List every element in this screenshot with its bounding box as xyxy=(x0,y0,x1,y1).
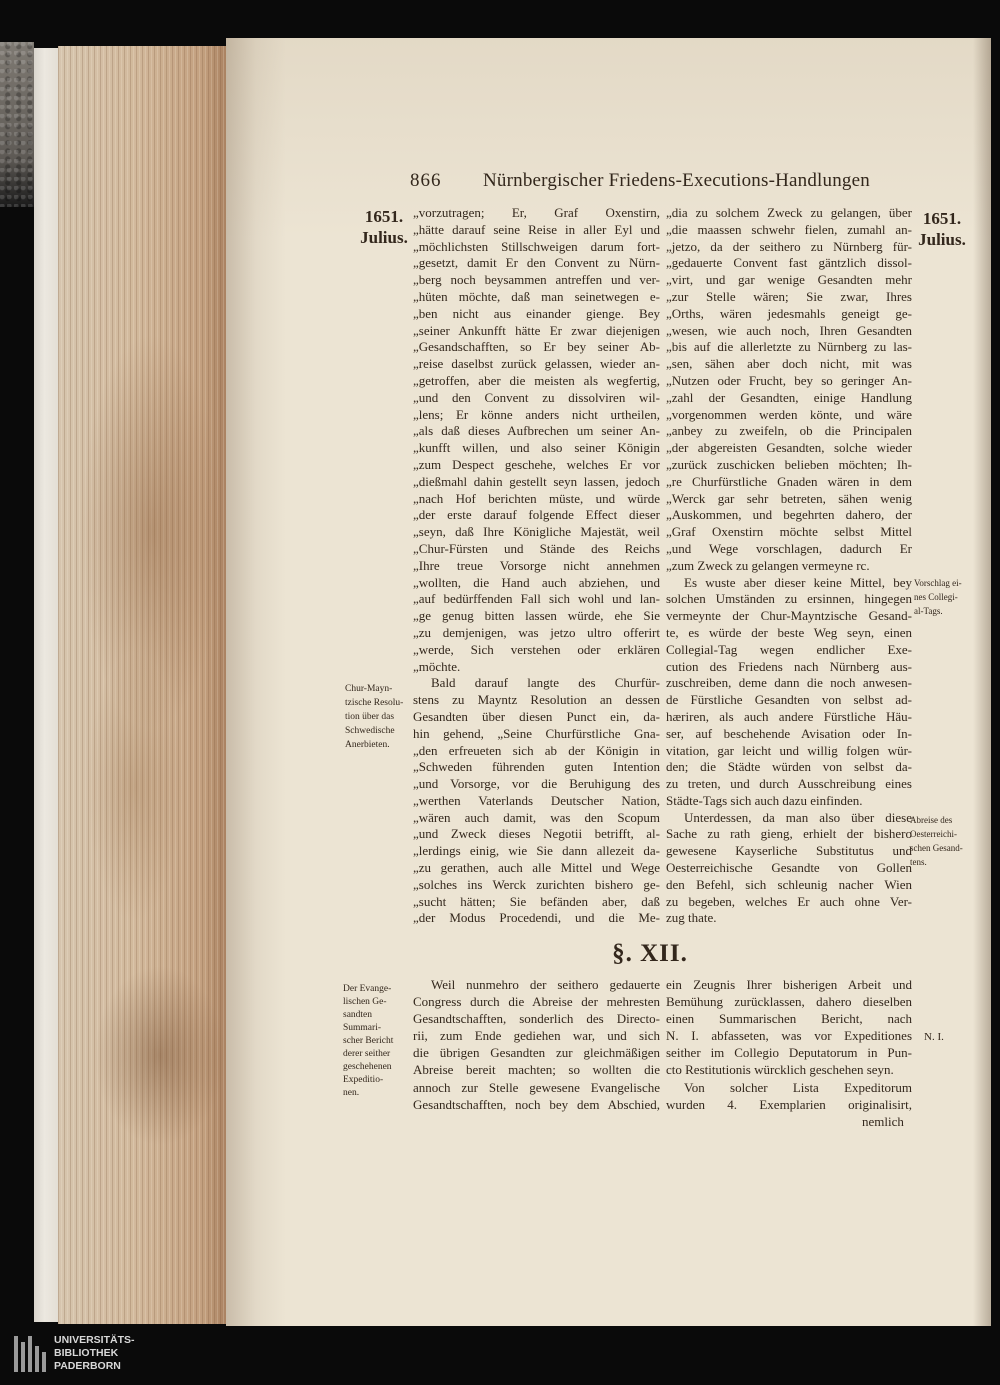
text-line: „werde, Sich verstehen oder erklären xyxy=(413,641,660,657)
text-line: „sen, sähen aber doch nicht, mit was xyxy=(666,356,912,372)
text-line: „und Zweck dieses Negotii betrifft, al- xyxy=(413,826,660,842)
text-line: wurden 4. Exemplarien originalisirt, xyxy=(666,1096,912,1112)
book-binding xyxy=(0,42,34,207)
text-line: „Graf Oxenstirn möchte selbst Mittel xyxy=(666,524,912,540)
text-line: „auf bedürffenden Fall sich wohl und lan- xyxy=(413,591,660,607)
text-line: „vorzutragen; Er, Graf Oxenstirn, xyxy=(413,205,660,220)
text-line: „die maassen schwehr fielen, zumahl an- xyxy=(666,221,912,237)
text-line: „den erfreueten sich ab der Königin in xyxy=(413,742,660,758)
text-line: „Auskommen, und begehrten dahero, der xyxy=(666,507,912,523)
text-line: „zu demjenigen, was jetzo ultro offerirt xyxy=(413,624,660,640)
margin-note-line: tion über das xyxy=(345,712,395,722)
text-line: vitation, gar leicht und willig folgen wür- xyxy=(666,742,912,758)
year: 1651. xyxy=(364,207,404,226)
text-line: „Gesandschafften, so Er bey seiner Ab- xyxy=(413,339,660,355)
text-line: „dia zu solchem Zweck zu gelangen, über xyxy=(666,205,912,220)
text-line: „nach Hof berichten müste, und würde xyxy=(413,490,660,506)
text-line: cto Restitutionis würcklich geschehen seyn. xyxy=(666,1062,894,1078)
margin-note-austrian-departure xyxy=(910,813,963,869)
text-line: Abreise bereit machten; so wollten die xyxy=(413,1062,660,1078)
text-line: zug thate. xyxy=(666,910,717,926)
text-line: Städte-Tags sich auch dazu einfinden. xyxy=(666,792,863,808)
text-line: „Nutzen oder Frucht, bey so geringer An- xyxy=(666,372,912,388)
margin-note-line: nes Collegi- xyxy=(914,592,958,602)
text-line: „ben nicht aus einander gienge. Bey xyxy=(413,305,660,321)
text-line: „zum Despect geschehe, welches Er vor xyxy=(413,456,660,472)
text-line: „als daß dieses Aufbrechen um seiner An- xyxy=(413,423,660,439)
margin-note-line: tzische Resolu- xyxy=(345,698,404,708)
text-line: „werthen Vaterlands Deutscher Nation, xyxy=(413,792,660,808)
text-line: Gesandten über diesen Punct ein, da- xyxy=(413,708,660,724)
margin-note-line: Abreise des xyxy=(910,815,953,825)
library-logo-icon xyxy=(14,1336,46,1372)
text-line: „vorgenommen werden könte, und wäre xyxy=(666,406,912,422)
margin-note-line: Schwedische xyxy=(345,726,395,736)
text-line: „zahl der Gesandten, einige Handlung xyxy=(666,389,912,405)
margin-note-line: Vorschlag ei- xyxy=(914,578,962,588)
text-line: die übrigen Gesandten zur gleichmäßigen xyxy=(413,1045,660,1061)
text-line: „der abgereisten Gesandten, solche wieder xyxy=(666,440,912,456)
year-marker-left xyxy=(356,206,412,248)
text-line: „der Modus Procedendi, und die Me- xyxy=(413,910,660,926)
text-line: Von solcher Lista Expeditorum xyxy=(684,1079,912,1095)
text-line: „zum Zweck zu gelangen vermeyne rc. xyxy=(666,557,870,573)
margin-note-line: Chur-Mayn- xyxy=(345,684,393,694)
margin-note-line: Der Evange- xyxy=(343,984,392,994)
text-line: Oesterreichische Gesandte von Gollen xyxy=(666,860,912,876)
library-logo-line: BIBLIOTHEK xyxy=(54,1347,119,1359)
margin-note-line: derer seither xyxy=(343,1049,391,1059)
library-logo-line: UNIVERSITÄTS- xyxy=(54,1334,135,1346)
text-line: „und Wege vorschlagen, dadurch Er xyxy=(666,540,912,556)
text-line: te, es würde der beste Weg seyn, einen xyxy=(666,624,912,640)
month: Julius. xyxy=(360,228,408,247)
text-line: „und den Convent zu dissolviren wil- xyxy=(413,389,660,405)
text-line: „re Churfürstliche Gnaden wären in dem xyxy=(666,473,912,489)
text-column-lower-left xyxy=(413,976,660,1113)
text-line: Collegial-Tag wegen endlicher Exe- xyxy=(666,641,912,657)
margin-note-line: nen. xyxy=(343,1088,360,1098)
catchword: nemlich xyxy=(862,1114,904,1129)
text-line: „wesen, wie auch noch, Ihren Gesandten xyxy=(666,322,912,338)
section-heading: §. XII. xyxy=(612,940,688,967)
text-line: N. I. abfasseten, was vor Expeditiones xyxy=(666,1028,912,1044)
text-line: „zurück zuschicken belieben möchten; Ih- xyxy=(666,456,912,472)
text-line: „solches ins Werck zurichten bishero ge- xyxy=(413,876,660,892)
text-line: „kunfft willen, und also seiner Königin xyxy=(413,440,660,456)
margin-note-line: lischen Ge- xyxy=(343,997,387,1007)
text-column-lower-right xyxy=(666,976,912,1113)
margin-note-line: al-Tags. xyxy=(914,606,943,616)
text-line: „gedauerte Convent fast gäntzlich dissol- xyxy=(666,255,912,271)
text-line: ein Zeugnis Ihrer bisherigen Arbeit und xyxy=(666,977,912,992)
margin-note-line: tens. xyxy=(910,857,927,867)
margin-note-line: Anerbieten. xyxy=(345,740,390,750)
margin-note-line: Oesterreichi- xyxy=(910,829,957,839)
text-column-upper-right xyxy=(666,205,912,927)
text-line: „Ihre treue Vorsorge nicht annehmen xyxy=(413,557,660,573)
margin-note-line: scher Bericht xyxy=(343,1036,394,1046)
text-line: hin gehend, „Seine Churfürstliche Gna- xyxy=(413,725,660,741)
text-line: de Fürstliche Gesandten von selbst ad- xyxy=(666,692,912,708)
text-line: Weil nunmehro der seithero gedauerte xyxy=(431,977,660,992)
text-line: „Orths, wären jedesmahls geneigt ge- xyxy=(666,305,912,321)
text-line: ser, auf beschehende Avisation oder In- xyxy=(666,725,912,741)
text-line: „Werck gar sehr betreten, sähen wenig xyxy=(666,490,912,506)
text-line: „Chur-Fürsten und Stände des Reichs xyxy=(413,540,660,556)
text-line: vermeynte der Chur-Mayntzische Gesand- xyxy=(666,608,912,624)
text-line: den Befehl, sich schleunig nacher Wien xyxy=(666,876,912,892)
text-line: „gesetzt, damit Er den Convent zu Nürn- xyxy=(413,255,660,271)
text-line: Congress durch die Abreise der mehresten xyxy=(413,994,660,1010)
margin-note-evangelical-report xyxy=(343,983,393,1100)
margin-note-line: sandten xyxy=(343,1010,373,1020)
text-line: „möchte. xyxy=(413,658,461,674)
margin-note-collegial-tag xyxy=(914,576,962,618)
flyleaf xyxy=(34,48,60,1322)
margin-note-mainz-resolution xyxy=(345,682,403,752)
text-line: „und Vorsorge, vor die Beruhigung des xyxy=(413,776,660,792)
text-line: „der erste darauf folgende Effect dieser xyxy=(413,507,660,523)
text-line: solchen Umständen zu ersinnen, hingegen xyxy=(666,591,912,607)
library-logo xyxy=(54,1334,135,1373)
margin-note-line: geschehenen xyxy=(343,1062,392,1072)
text-line: zu begeben, welches Er auch ohne Ver- xyxy=(666,893,912,909)
margin-note-line: Summari- xyxy=(343,1023,381,1033)
month: Julius. xyxy=(918,230,966,249)
text-line: rii, zum Ende gediehen war, und sich xyxy=(413,1028,660,1044)
margin-reference: N. I. xyxy=(924,1031,944,1043)
text-line: „anbey zu zweifeln, ob die Principalen xyxy=(666,423,912,439)
text-line: „hätte darauf seine Reise in aller Eyl und xyxy=(413,221,660,237)
text-line: „möchlichsten Stillschweigen darum fort- xyxy=(413,238,660,254)
text-line: zu treten, und durch Ausschreibung eines xyxy=(666,776,912,792)
text-line: „ge genug bitten lassen würde, ehe Sie xyxy=(413,608,660,624)
text-line: „dießmahl dahin gestellt seyn lassen, jedoch xyxy=(413,473,660,489)
text-line: einen Summarischen Bericht, nach xyxy=(666,1011,912,1027)
text-line: gewesene Kayserliche Substitutus und xyxy=(666,843,912,859)
text-column-upper-left xyxy=(413,205,660,927)
text-line: zuschreiben, deme dann die noch anwesen- xyxy=(666,675,912,691)
text-line: Bemühung zurücklassen, dahero dieselben xyxy=(666,994,912,1010)
text-line: „bis auf die allerletzte zu Nürnberg zu las- xyxy=(666,339,912,355)
text-line: „getroffen, aber die meisten als wegfertig, xyxy=(413,372,660,388)
text-line: „wären auch damit, was den Scopum xyxy=(413,809,660,825)
text-line: „berg noch beysammen antreffen und ver- xyxy=(413,272,660,288)
page-edges xyxy=(58,46,228,1324)
text-line: „zur Stelle wären; Sie zwar, Ihres xyxy=(666,288,912,304)
text-line: „lens; Er könne anders nicht urtheilen, xyxy=(413,406,660,422)
text-line: „Schweden führenden guten Intention xyxy=(413,759,660,775)
text-line: hæriren, als auch andere Fürstliche Häu- xyxy=(666,708,912,724)
year-marker-right xyxy=(916,208,968,250)
text-line: Gesandtschafften, noch bey dem Abschied, xyxy=(413,1096,660,1112)
text-line: „wollten, die Hand auch abziehen, und xyxy=(413,574,660,590)
text-line: „virt, und gar wenige Gesandten mehr xyxy=(666,272,912,288)
text-line: „zu gerathen, auch alle Mittel und Wege xyxy=(413,860,660,876)
text-line: „sucht hätten; Sie befänden aber, daß xyxy=(413,893,660,909)
text-line: seither im Collegio Deputatorum in Pun- xyxy=(666,1045,912,1061)
text-line: den; die Städte würden von selbst da- xyxy=(666,759,912,775)
text-line: Gesandtschafften, sonderlich des Directo- xyxy=(413,1011,660,1027)
text-line: „seyn, daß Ihre Königliche Majestät, weil xyxy=(413,524,660,540)
year: 1651. xyxy=(922,209,962,228)
margin-note-line: schen Gesand- xyxy=(910,843,963,853)
page-number: 866 xyxy=(410,170,442,191)
text-line: Sache zu rath gieng, erhielt der bishero xyxy=(666,826,912,842)
text-line: „lerdings einig, wie Sie dann allezeit da- xyxy=(413,843,660,859)
text-line: Bald darauf langte des Churfür- xyxy=(431,675,660,691)
text-line: cution des Friedens nach Nürnberg aus- xyxy=(666,658,912,674)
text-line: „seiner Ankunfft hätte Er zwar diejenigen xyxy=(413,322,660,338)
text-line: „jetzo, da der seithero zu Nürnberg für- xyxy=(666,238,912,254)
text-line: Unterdessen, da man also über diese xyxy=(684,809,912,825)
text-line: „reise daselbst zurück gelassen, wieder an- xyxy=(413,356,660,372)
margin-note-line: Expeditio- xyxy=(343,1075,384,1085)
text-line: annoch zur Stelle gewesene Evangelische xyxy=(413,1079,660,1095)
text-line: stens zu Mayntz Resolution an dessen xyxy=(413,692,660,708)
running-title: Nürnbergischer Friedens-Executions-Handlungen xyxy=(483,170,870,191)
library-logo-line: PADERBORN xyxy=(54,1360,121,1372)
text-line: Es wuste aber dieser keine Mittel, bey xyxy=(684,574,912,590)
text-line: „hüten möchte, daß man seinetwegen e- xyxy=(413,288,660,304)
